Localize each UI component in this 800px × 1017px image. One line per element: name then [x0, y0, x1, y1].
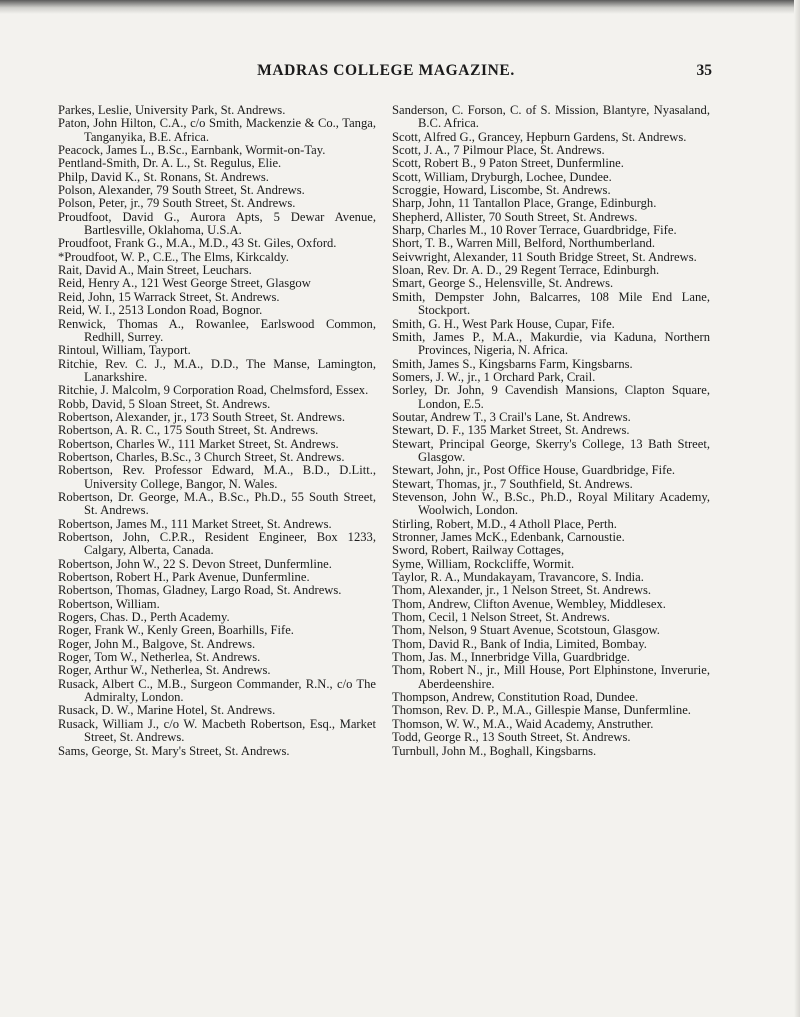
directory-entry: Reid, Henry A., 121 West George Street, Glasgow — [58, 276, 311, 291]
directory-entry: Pentland-Smith, Dr. A. L., St. Regulus, Elie. — [58, 156, 282, 171]
directory-entry: Robertson, Alexander, jr., 173 South Street, St. Andrews. — [58, 409, 346, 424]
directory-entry: Somers, J. W., jr., 1 Orchard Park, Crail. — [392, 369, 596, 384]
directory-entry: Roger, Arthur W., Netherlea, St. Andrews. — [58, 663, 271, 678]
directory-entry: Sloan, Rev. Dr. A. D., 29 Regent Terrace, Edinburgh. — [392, 263, 660, 278]
directory-entry: Robertson, Charles, B.Sc., 3 Church Street, St. Andrews. — [58, 449, 345, 464]
directory-entry: Shepherd, Allister, 70 South Street, St. Andrews. — [392, 209, 638, 224]
directory-entry: Ritchie, Rev. C. J., M.A., D.D., The Manse, Lamington, Lanarkshire. — [58, 356, 376, 384]
directory-entry: Thom, Andrew, Clifton Avenue, Wembley, Middlesex. — [392, 596, 666, 611]
directory-entry: Peacock, James L., B.Sc., Earnbank, Wormit-on-Tay. — [58, 143, 326, 158]
directory-entry: Robertson, A. R. C., 175 South Street, St. Andrews. — [58, 423, 319, 438]
directory-entry: Thom, Alexander, jr., 1 Nelson Street, St. Andrews. — [392, 583, 652, 598]
directory-entry: Polson, Alexander, 79 South Street, St. Andrews. — [58, 183, 305, 198]
directory-entry: Robertson, Dr. George, M.A., B.Sc., Ph.D., 55 South Street, St. Andrews. — [58, 489, 376, 518]
directory-entry: Reid, W. I., 2513 London Road, Bognor. — [58, 303, 263, 318]
directory-entry: Thom, Robert N., jr., Mill House, Port Elphinstone, Inverurie, Aberdeenshire. — [392, 663, 710, 691]
directory-entry: Robertson, Robert H., Park Avenue, Dunfermline. — [58, 570, 310, 585]
directory-entry: Robertson, John, C.P.R., Resident Engineer, Box 1233, Calgary, Alberta, Canada. — [58, 530, 376, 558]
directory-entry: Sword, Robert, Railway Cottages, — [392, 543, 565, 558]
directory-entry: Rogers, Chas. D., Perth Academy. — [58, 610, 230, 625]
directory-entry: Smith, Dempster John, Balcarres, 108 Mile End Lane, Stockport. — [392, 289, 710, 318]
directory-entry: Ritchie, J. Malcolm, 9 Corporation Road, Chelmsford, Essex. — [58, 383, 369, 398]
directory-entry: Robertson, Charles W., 111 Market Street, St. Andrews. — [58, 436, 339, 451]
directory-left-column — [58, 104, 376, 758]
directory-entry: Robertson, James M., 111 Market Street, St. Andrews. — [58, 516, 332, 531]
directory-right-column — [392, 104, 710, 758]
directory-entry: Sharp, Charles M., 10 Rover Terrace, Guardbridge, Fife. — [392, 223, 677, 238]
directory-entry: Scott, Alfred G., Grancey, Hepburn Gardens, St. Andrews. — [392, 129, 687, 144]
directory-entry: Stewart, Principal George, Skerry's College, 13 Bath Street, Glasgow. — [392, 436, 710, 464]
page-header — [60, 62, 712, 86]
directory-entry: Thom, David R., Bank of India, Limited, Bombay. — [392, 636, 647, 651]
directory-entry: Robertson, William. — [58, 596, 160, 611]
directory-entry: Robertson, Rev. Professor Edward, M.A., B.D., D.Litt., University College, Bangor, N. Wales. — [58, 463, 376, 491]
directory-entry: Sams, George, St. Mary's Street, St. Andrews. — [58, 743, 290, 758]
directory-entry: Stewart, Thomas, jr., 7 Southfield, St. Andrews. — [392, 476, 633, 491]
directory-entry: Stevenson, John W., B.Sc., Ph.D., Royal Military Academy, Woolwich, London. — [392, 489, 710, 518]
directory-entry: Stewart, John, jr., Post Office House, Guardbridge, Fife. — [392, 463, 676, 478]
scan-top-shadow — [0, 0, 800, 14]
directory-entry: Smith, James S., Kingsbarns Farm, Kingsbarns. — [392, 356, 633, 371]
directory-entry: Roger, John M., Balgove, St. Andrews. — [58, 636, 256, 651]
scan-right-edge — [794, 0, 800, 1017]
directory-entry: Paton, John Hilton, C.A., c/o Smith, Mackenzie & Co., Tanga, Tanganyika, B.E. Africa. — [58, 116, 376, 144]
directory-entry: *Proudfoot, W. P., C.E., The Elms, Kirkcaldy. — [58, 249, 289, 264]
page-number: 35 — [696, 62, 712, 79]
directory-entry: Stronner, James McK., Edenbank, Carnoustie. — [392, 530, 625, 544]
directory-entry: Syme, William, Rockcliffe, Wormit. — [392, 556, 575, 571]
directory-entry: Smith, James P., M.A., Makurdie, via Kaduna, Northern Provinces, Nigeria, N. Africa. — [392, 329, 710, 358]
directory-entry: Rusack, Albert C., M.B., Surgeon Commander, R.N., c/o The Admiralty, London. — [58, 676, 376, 705]
directory-entry: Robertson, Thomas, Gladney, Largo Road, St. Andrews. — [58, 583, 342, 598]
directory-entry: Thom, Jas. M., Innerbridge Villa, Guardbridge. — [392, 650, 630, 665]
directory-entry: Parkes, Leslie, University Park, St. Andrews. — [58, 103, 286, 117]
directory-entry: Thomson, W. W., M.A., Waid Academy, Anstruther. — [392, 716, 654, 731]
directory-entry: Seivwright, Alexander, 11 South Bridge Street, St. Andrews. — [392, 249, 697, 264]
directory-entry: Renwick, Thomas A., Rowanlee, Earlswood Common, Redhill, Surrey. — [58, 316, 376, 344]
directory-entry: Scott, J. A., 7 Pilmour Place, St. Andrews. — [392, 143, 605, 158]
directory-entry: Sharp, John, 11 Tantallon Place, Grange, Edinburgh. — [392, 196, 657, 211]
directory-entry: Taylor, R. A., Mundakayam, Travancore, S. India. — [392, 570, 644, 585]
directory-entry: Thom, Nelson, 9 Stuart Avenue, Scotstoun, Glasgow. — [392, 623, 660, 638]
directory-entry: Rusack, William J., c/o W. Macbeth Robertson, Esq., Market Street, St. Andrews. — [58, 716, 376, 745]
directory-entry: Robertson, John W., 22 S. Devon Street, Dunfermline. — [58, 556, 332, 571]
directory-entry: Philp, David K., St. Ronans, St. Andrews. — [58, 169, 269, 184]
directory-entry: Sanderson, C. Forson, C. of S. Mission, Blantyre, Nyasaland, B.C. Africa. — [392, 103, 710, 131]
directory-entry: Reid, John, 15 Warrack Street, St. Andrews. — [58, 289, 280, 304]
directory-entry: Roger, Frank W., Kenly Green, Boarhills, Fife. — [58, 623, 294, 638]
directory-entry: Robb, David, 5 Sloan Street, St. Andrews. — [58, 396, 271, 411]
directory-entry: Sorley, Dr. John, 9 Cavendish Mansions, Clapton Square, London, E.5. — [392, 383, 710, 411]
directory-entry: Roger, Tom W., Netherlea, St. Andrews. — [58, 650, 261, 665]
directory-entry: Smart, George S., Helensville, St. Andrews. — [392, 276, 614, 291]
directory-entry: Proudfoot, David G., Aurora Apts, 5 Dewar Avenue, Bartlesville, Oklahoma, U.S.A. — [58, 209, 376, 238]
directory-entry: Stirling, Robert, M.D., 4 Atholl Place, Perth. — [392, 516, 617, 531]
magazine-title: MADRAS COLLEGE MAGAZINE. — [257, 62, 515, 79]
directory-entry: Rait, David A., Main Street, Leuchars. — [58, 263, 252, 278]
directory-entry: Thomson, Rev. D. P., M.A., Gillespie Manse, Dunfermline. — [392, 703, 691, 718]
directory-entry: Scott, Robert B., 9 Paton Street, Dunfermline. — [392, 156, 624, 171]
directory-entry: Smith, G. H., West Park House, Cupar, Fife. — [392, 316, 615, 331]
directory-entry: Scroggie, Howard, Liscombe, St. Andrews. — [392, 183, 611, 198]
directory-entry: Turnbull, John M., Boghall, Kingsbarns. — [392, 743, 597, 758]
directory-entry: Proudfoot, Frank G., M.A., M.D., 43 St. Giles, Oxford. — [58, 236, 337, 251]
directory-entry: Thom, Cecil, 1 Nelson Street, St. Andrews. — [392, 610, 610, 625]
directory-entry: Scott, William, Dryburgh, Lochee, Dundee. — [392, 169, 612, 184]
directory-entry: Polson, Peter, jr., 79 South Street, St. Andrews. — [58, 196, 296, 211]
directory-entry: Rintoul, William, Tayport. — [58, 343, 191, 358]
directory-entry: Todd, George R., 13 South Street, St. Andrews. — [392, 730, 631, 745]
directory-entry: Short, T. B., Warren Mill, Belford, Northumberland. — [392, 236, 656, 251]
directory-entry: Thompson, Andrew, Constitution Road, Dundee. — [392, 690, 639, 705]
directory-entry: Stewart, D. F., 135 Market Street, St. Andrews. — [392, 423, 630, 438]
directory-entry: Rusack, D. W., Marine Hotel, St. Andrews. — [58, 703, 276, 718]
directory-entry: Soutar, Andrew T., 3 Crail's Lane, St. Andrews. — [392, 409, 631, 424]
